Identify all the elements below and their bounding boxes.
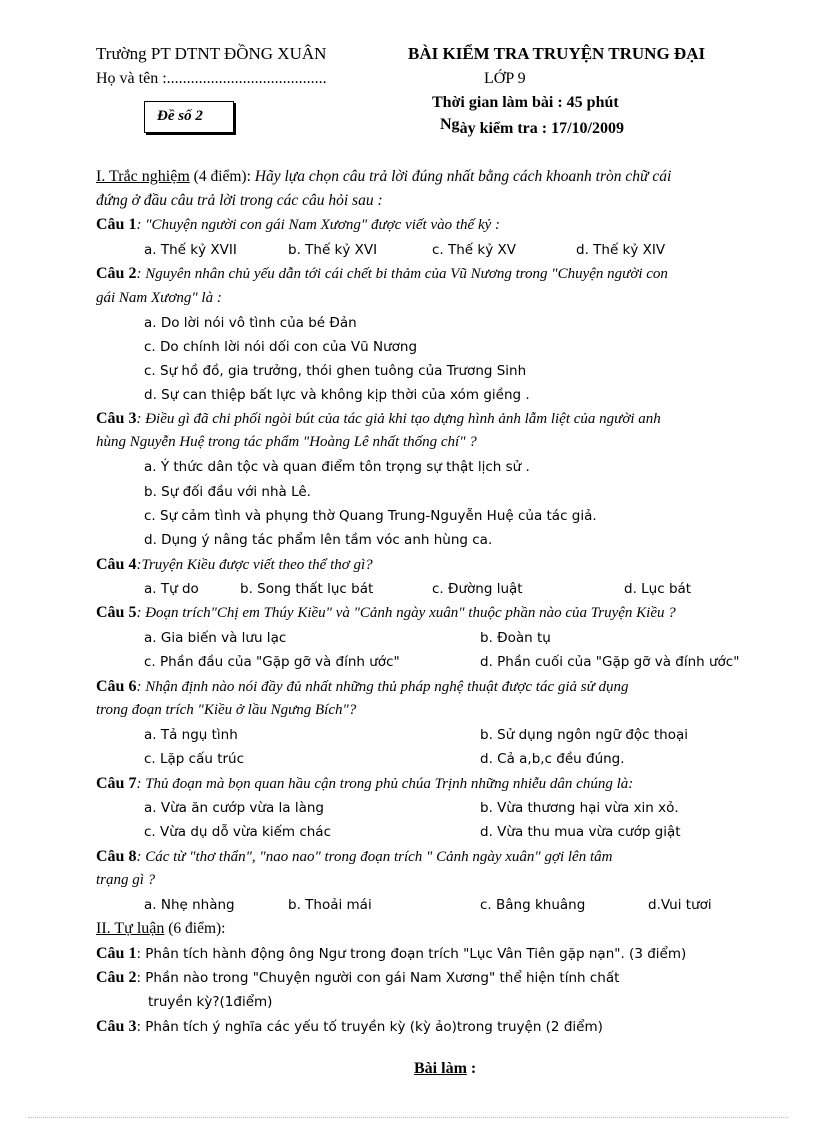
essay-q3-text: : Phân tích ý nghĩa các yếu tố truyền kỳ (kỳ ảo)trong truyện (2 điểm) (136, 1019, 603, 1035)
part1-title: I. Trắc nghiệm (96, 168, 190, 185)
essay-q2-text-2: truyền kỳ?(1điểm) (148, 994, 273, 1010)
q2 (96, 265, 668, 283)
exam-date-prefix: Ng (440, 116, 460, 133)
essay-q2-label: Câu 2 (96, 969, 137, 986)
q7-option-b: b. Vừa thương hại vừa xin xỏ. (480, 800, 679, 816)
essay-q3 (96, 1018, 603, 1036)
de-so-box (144, 101, 234, 133)
q8-option-d: d.Vui tươi (648, 897, 712, 913)
bai-lam-label: Bài làm (414, 1060, 467, 1077)
q3-text-1: : Điều gì đã chi phối ngòi bút của tác giả khi tạo dựng hình ảnh lẫm liệt của người anh (136, 411, 661, 427)
essay-q2-text-1: : Phần nào trong "Chuyện người con gái Nam Xương" thể hiện tính chất (136, 970, 620, 986)
q1-label: Câu 1 (96, 216, 137, 233)
q5-label: Câu 5 (96, 604, 137, 621)
q6-text-1: : Nhận định nào nói đầy đủ nhất những thủ pháp nghệ thuật được tác giả sử dụng (136, 679, 629, 695)
q2-text-1: : Nguyên nhân chủ yếu dẫn tới cái chết bi thảm của Vũ Nương trong "Chuyện người con (136, 266, 668, 282)
q4-option-c: c. Đường luật (432, 581, 523, 597)
q7-option-a: a. Vừa ăn cướp vừa la làng (144, 800, 325, 816)
q6 (96, 678, 629, 696)
q3-option-a: a. Ý thức dân tộc và quan điểm tôn trọng sự thật lịch sử . (144, 459, 530, 475)
q4-text: :Truyện Kiều được viết theo thể thơ gì? (136, 557, 373, 573)
q1 (96, 216, 500, 234)
grade: LỚP 9 (484, 70, 526, 87)
q8 (96, 848, 612, 866)
q3-label: Câu 3 (96, 410, 137, 427)
q7-label: Câu 7 (96, 775, 137, 792)
q5-text: : Đoạn trích"Chị em Thúy Kiều" và "Cảnh ngày xuân" thuộc phần nào của Truyện Kiều ? (136, 605, 676, 621)
q3-option-d: d. Dụng ý nâng tác phẩm lên tầm vóc anh hùng ca. (144, 532, 493, 548)
essay-q1-text: : Phân tích hành động ông Ngư trong đoạn trích "Lục Vân Tiên gặp nạn". (3 điểm) (136, 946, 687, 962)
q8-option-c: c. Bâng khuâng (480, 897, 586, 913)
q1-option-d: d. Thế kỷ XIV (576, 242, 666, 258)
part2-title: II. Tự luận (96, 920, 165, 937)
q5 (96, 604, 676, 622)
q4-option-d: d. Lục bát (624, 581, 692, 597)
q1-option-b: b. Thế kỷ XVI (288, 242, 378, 258)
q1-option-c: c. Thế kỷ XV (432, 242, 516, 258)
q1-option-a: a. Thế kỷ XVII (144, 242, 237, 258)
exam-date-rest: ày kiểm tra : 17/10/2009 (459, 120, 624, 137)
essay-q1 (96, 945, 686, 963)
q6-text-2: trong đoạn trích "Kiều ở lầu Ngưng Bích"? (96, 702, 357, 718)
part1-points: (4 điểm): (193, 168, 251, 185)
part2-points: (6 điểm): (168, 920, 226, 937)
q7 (96, 775, 633, 793)
name-label-text: Họ và tên : (96, 70, 167, 87)
q7-option-d: d. Vừa thu mua vừa cướp giật (480, 824, 681, 840)
q5-option-a: a. Gia biến và lưu lạc (144, 630, 287, 646)
name-label (96, 70, 327, 88)
name-dots: ........................................ (166, 70, 327, 87)
q4-option-b: b. Song thất lục bát (240, 581, 374, 597)
q6-label: Câu 6 (96, 678, 137, 695)
bottom-dotted-rule (28, 1117, 788, 1118)
q4 (96, 556, 373, 574)
q3 (96, 410, 661, 428)
q3-option-b: b. Sự đối đầu với nhà Lê. (144, 484, 311, 500)
q8-label: Câu 8 (96, 848, 137, 865)
q8-text-1: : Các từ "thơ thẩn", "nao nao" trong đoạn trích " Cảnh ngày xuân" gợi lên tâm (136, 849, 613, 865)
part2-heading (96, 920, 225, 938)
q2-label: Câu 2 (96, 265, 137, 282)
essay-q1-label: Câu 1 (96, 945, 137, 962)
part1-heading (96, 168, 671, 186)
part1-instruction-1: Hãy lựa chọn câu trả lời đúng nhất bằng cách khoanh tròn chữ cái (254, 168, 672, 185)
q4-label: Câu 4 (96, 556, 137, 573)
bai-lam-colon: : (466, 1060, 477, 1077)
q2-text-2: gái Nam Xương" là : (96, 290, 222, 306)
q3-option-c: c. Sự cảm tình và phụng thờ Quang Trung-Nguyễn Huệ của tác giả. (144, 508, 597, 524)
q1-text: : "Chuyện người con gái Nam Xương" được viết vào thế kỷ : (136, 217, 501, 233)
q5-option-b: b. Đoàn tụ (480, 630, 551, 646)
q2-option-c1: c. Do chính lời nói dối con của Vũ Nương (144, 339, 418, 355)
q8-option-b: b. Thoải mái (288, 897, 372, 913)
q6-option-a: a. Tả ngụ tình (144, 727, 238, 743)
q8-text-2: trạng gì ? (96, 872, 156, 888)
q3-text-2: hùng Nguyễn Huệ trong tác phẩm "Hoàng Lê nhất thống chí" ? (96, 434, 477, 450)
part1-instruction-2: đứng ở đầu câu trả lời trong các câu hỏi sau : (96, 192, 383, 209)
exam-time: Thời gian làm bài : 45 phút (432, 94, 619, 111)
exam-title: BÀI KIỂM TRA TRUYỆN TRUNG ĐẠI (408, 44, 706, 63)
bai-lam-heading (414, 1060, 476, 1078)
q4-option-a: a. Tự do (144, 581, 199, 597)
q8-option-a: a. Nhẹ nhàng (144, 897, 235, 913)
q6-option-b: b. Sử dụng ngôn ngữ độc thoại (480, 727, 688, 743)
school-name: Trường PT DTNT ĐỒNG XUÂN (96, 44, 327, 63)
essay-q3-label: Câu 3 (96, 1018, 137, 1035)
q6-option-d: d. Cả a,b,c đều đúng. (480, 751, 625, 767)
q5-option-d: d. Phần cuối của "Gặp gỡ và đính ước" (480, 654, 740, 670)
q2-option-d: d. Sự can thiệp bất lực và không kịp thời của xóm giềng . (144, 387, 530, 403)
q5-option-c: c. Phần đầu của "Gặp gỡ và đính ước" (144, 654, 400, 670)
q2-option-a: a. Do lời nói vô tình của bé Đản (144, 315, 357, 331)
q2-option-c2: c. Sự hồ đồ, gia trưởng, thói ghen tuông của Trương Sinh (144, 363, 527, 379)
de-so-label: Đề số 2 (157, 108, 203, 124)
essay-q2 (96, 969, 619, 987)
q7-option-c: c. Vừa dụ dỗ vừa kiếm chác (144, 824, 331, 840)
exam-date (440, 116, 624, 138)
q6-option-c: c. Lặp cấu trúc (144, 751, 245, 767)
q7-text: : Thủ đoạn mà bọn quan hầu cận trong phủ chúa Trịnh những nhiễu dân chúng là: (136, 776, 634, 792)
